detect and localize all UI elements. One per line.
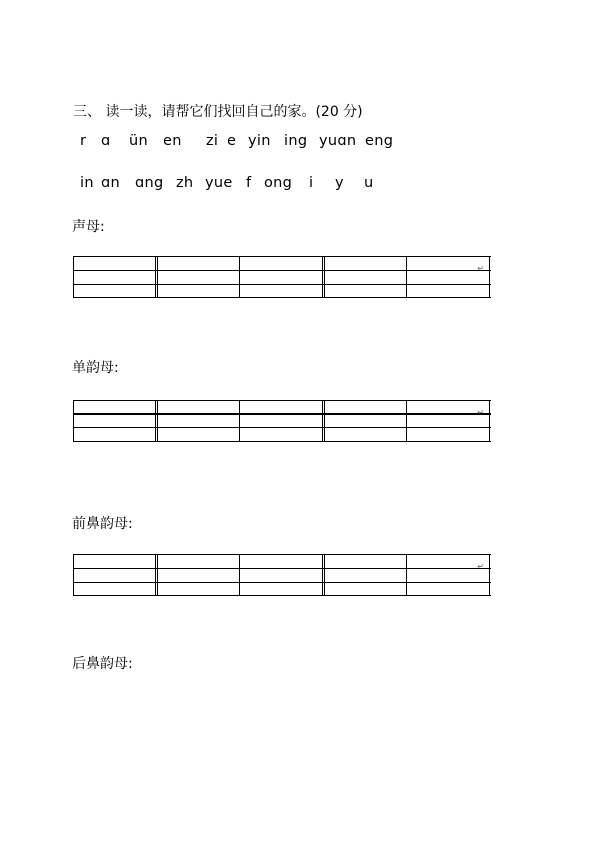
- group-label-danyunmu: 单韵母:: [72, 360, 119, 376]
- grid-col-line: [155, 257, 158, 297]
- grid-col-line: [155, 555, 158, 595]
- grid-col-line: [489, 257, 490, 297]
- pinyin-item: in: [80, 175, 94, 191]
- grid-row-line: [73, 582, 491, 583]
- grid-col-line: [406, 401, 407, 441]
- grid-col-line: [322, 257, 325, 297]
- answer-grid-danyunmu: [73, 400, 491, 442]
- grid-col-line: [239, 257, 240, 297]
- grid-col-line: [73, 401, 74, 441]
- return-mark-icon: ↵: [477, 562, 484, 571]
- grid-row-line: [73, 284, 491, 285]
- pinyin-item: yin: [248, 133, 271, 149]
- pinyin-item: r: [80, 133, 87, 149]
- grid-row-line: [73, 427, 491, 428]
- grid-col-line: [489, 401, 490, 441]
- pinyin-item: ong: [264, 175, 293, 191]
- grid-col-line: [406, 257, 407, 297]
- pinyin-item: y: [335, 175, 344, 191]
- grid-col-line: [239, 555, 240, 595]
- grid-row-line: [73, 413, 491, 415]
- pinyin-item: ɑng: [135, 175, 164, 191]
- grid-col-line: [239, 401, 240, 441]
- pinyin-item: ɑn: [101, 175, 120, 191]
- pinyin-item: i: [309, 175, 314, 191]
- pinyin-item: e: [227, 133, 237, 149]
- answer-grid-shengmu: [73, 256, 491, 298]
- return-mark-icon: ↵: [477, 264, 484, 273]
- grid-col-line: [322, 401, 325, 441]
- section-title: 三、 读一读，请帮它们找回自己的家。(20 分): [73, 104, 363, 120]
- pinyin-item: yuɑn: [319, 133, 357, 149]
- grid-col-line: [322, 555, 325, 595]
- pinyin-item: eng: [365, 133, 394, 149]
- pinyin-item: yue: [205, 175, 233, 191]
- group-label-shengmu: 声母:: [72, 219, 105, 235]
- pinyin-item: zh: [176, 175, 194, 191]
- pinyin-item: u: [364, 175, 374, 191]
- group-label-qianbiyunmu: 前鼻韵母:: [72, 516, 133, 532]
- grid-col-line: [155, 401, 158, 441]
- pinyin-item: zi: [206, 133, 219, 149]
- pinyin-item: ing: [284, 133, 308, 149]
- group-label-houbiyunmu: 后鼻韵母:: [72, 656, 133, 672]
- grid-col-line: [489, 555, 490, 595]
- grid-col-line: [73, 257, 74, 297]
- grid-col-line: [406, 555, 407, 595]
- grid-row-line: [73, 568, 491, 569]
- answer-grid-qianbiyunmu: [73, 554, 491, 596]
- grid-row-line: [73, 270, 491, 271]
- pinyin-item: ɑ: [101, 133, 111, 149]
- pinyin-item: f: [246, 175, 252, 191]
- pinyin-item: en: [163, 133, 182, 149]
- grid-col-line: [73, 555, 74, 595]
- pinyin-item: ün: [129, 133, 148, 149]
- return-mark-icon: ↵: [477, 408, 484, 417]
